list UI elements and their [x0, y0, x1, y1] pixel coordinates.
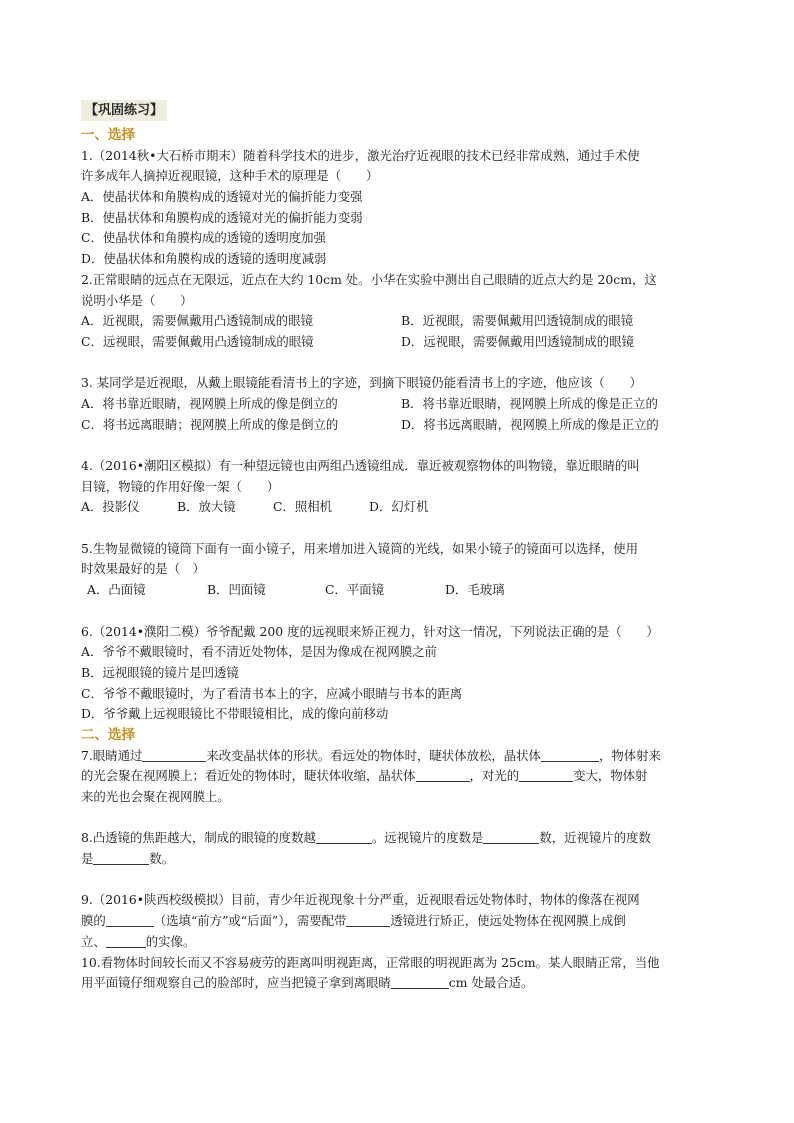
question-text: 4.（2016•潮阳区模拟）有一种望远镜也由两组凸透镜组成．靠近被观察物体的叫物镜，靠近眼睛的叫 [81, 458, 640, 473]
question-4 [81, 456, 721, 518]
question-1 [81, 146, 721, 270]
options-row [81, 497, 721, 518]
question-text: 的光会聚在视网膜上；看近处的物体时，睫状体收缩，晶状体 ，对光的 变大，物体射 [81, 768, 648, 784]
option-d: D．使晶状体和角膜构成的透镜的透明度减弱 [81, 251, 327, 267]
question-text: 8.凸透镜的焦距越大，制成的眼镜的度数越 。远视镜片的度数是 数，近视镜片的度数 [81, 830, 651, 846]
section-title-2: 二、选择 [81, 726, 135, 743]
question-3 [81, 373, 721, 435]
answer-blank[interactable] [519, 768, 573, 782]
option-d: D．幻灯机 [369, 499, 429, 515]
question-text: 7.眼睛通过 来改变晶状体的形状。看远处的物体时，睫状体放松，晶状体 ，物体射来 [81, 747, 661, 763]
option-c: C．使晶状体和角膜构成的透镜的透明度加强 [81, 230, 326, 246]
options-row [81, 394, 721, 415]
option-b: B．使晶状体和角膜构成的透镜对光的偏折能力变弱 [81, 209, 363, 225]
header-badge: 【巩固练习】 [81, 100, 167, 121]
options-row [81, 311, 721, 332]
answer-blank[interactable] [346, 913, 390, 927]
option-a: A．近视眼，需要佩戴用凸透镜制成的眼镜 [81, 313, 313, 329]
question-text: 立、 的实像。 [81, 933, 196, 949]
question-text: 1.（2014秋•大石桥市期末）随着科学技术的进步，激光治疗近视眼的技术已经非常成熟，通过手术使 [81, 147, 640, 163]
answer-blank[interactable] [93, 851, 149, 865]
question-5 [81, 539, 721, 601]
option-c: C．平面镜 [325, 582, 385, 598]
option-b: B．将书靠近眼睛，视网膜上所成的像是正立的 [401, 395, 658, 411]
question-10 [81, 953, 721, 994]
option-c: C．爷爷不戴眼镜时，为了看清书本上的字，应减小眼睛与书本的距离 [81, 685, 463, 701]
option-c: C．照相机 [273, 499, 333, 515]
section-title-1: 一、选择 [81, 127, 135, 143]
question-text: 6.（2014•濮阳二模）爷爷配戴 200 度的远视眼来矫正视力，针对这一情况，下列说法正确的是（ ） [81, 623, 659, 639]
answer-blank[interactable] [416, 768, 470, 782]
answer-blank[interactable] [316, 830, 372, 844]
option-d: D．将书远离眼睛，视网膜上所成的像是正立的 [401, 416, 659, 432]
options-row [81, 332, 721, 353]
option-a: A．凸面镜 [87, 582, 146, 598]
option-a: A．爷爷不戴眼镜时，看不清近处物体，是因为像成在视网膜之前 [81, 644, 437, 660]
option-d: D．远视眼，需要佩戴用凹透镜制成的眼镜 [401, 333, 634, 349]
answer-blank[interactable] [483, 830, 539, 844]
question-text: 3. 某同学是近视眼，从戴上眼镜能看清书上的字迹，到摘下眼镜仍能看清书上的字迹，他应该（ ） [81, 375, 642, 391]
option-a: A．投影仪 [81, 499, 140, 515]
worksheet [81, 100, 721, 994]
answer-blank[interactable] [106, 913, 154, 927]
question-6 [81, 622, 721, 725]
option-c: C．将书远离眼睛；视网膜上所成的像是倒立的 [81, 416, 339, 432]
option-b: B．放大镜 [177, 499, 236, 515]
option-d: D．毛玻璃 [445, 582, 505, 598]
option-c: C．远视眼，需要佩戴用凸透镜制成的眼镜 [81, 333, 314, 349]
question-text: 用平面镜仔细观察自己的脸部时，应当把镜子拿到离眼睛 cm 处最合适。 [81, 975, 534, 991]
option-d: D．爷爷戴上远视眼镜比不带眼镜相比，成的像向前移动 [81, 706, 389, 722]
option-a: A．使晶状体和角膜构成的透镜对光的偏折能力变强 [81, 189, 363, 205]
question-text: 来的光也会聚在视网膜上。 [81, 789, 230, 804]
question-text: 时效果最好的是（ ） [81, 561, 205, 577]
option-b: B．凹面镜 [207, 582, 266, 598]
options-row [81, 415, 721, 436]
answer-blank[interactable] [391, 975, 449, 989]
question-text: 10.看物体时间较长而又不容易疲劳的距离叫明视距离，正常眼的明视距离为 25cm。某人眼睛正常，当他 [81, 954, 660, 970]
option-a: A．将书靠近眼睛，视网膜上所成的像是倒立的 [81, 395, 338, 411]
question-text: 膜的 （选填“前方”或“后面”），需要配带 透镜进行矫正，使远处物体在视网膜上成倒 [81, 913, 626, 929]
option-b: B．远视眼镜的镜片是凹透镜 [81, 664, 239, 680]
answer-blank[interactable] [541, 748, 599, 762]
options-row [81, 580, 721, 601]
question-9 [81, 890, 721, 952]
question-text: 5.生物显微镜的镜筒下面有一面小镜子，用来增加进入镜筒的光线，如果小镜子的镜面可以选择，使用 [81, 540, 639, 556]
answer-blank[interactable] [106, 934, 146, 948]
question-text: 目镜，物镜的作用好像一架（ ） [81, 478, 280, 494]
answer-blank[interactable] [142, 748, 206, 762]
question-text: 说明小华是（ ） [81, 292, 193, 308]
question-8 [81, 828, 721, 869]
question-text: 2.正常眼睛的远点在无限远，近点在大约 10cm 处。小华在实验中测出自己眼睛的近点大约是 20cm，这 [81, 271, 657, 287]
question-text: 是 数。 [81, 851, 175, 867]
question-text: 许多成年人摘掉近视眼镜，这种手术的原理是（ ） [81, 168, 379, 184]
question-7 [81, 746, 721, 808]
question-2 [81, 270, 721, 353]
option-b: B．近视眼，需要佩戴用凹透镜制成的眼镜 [401, 313, 634, 329]
question-text: 9.（2016•陕西校级模拟）目前，青少年近视现象十分严重，近视眼看远处物体时，物体的像落在视网 [81, 892, 640, 908]
